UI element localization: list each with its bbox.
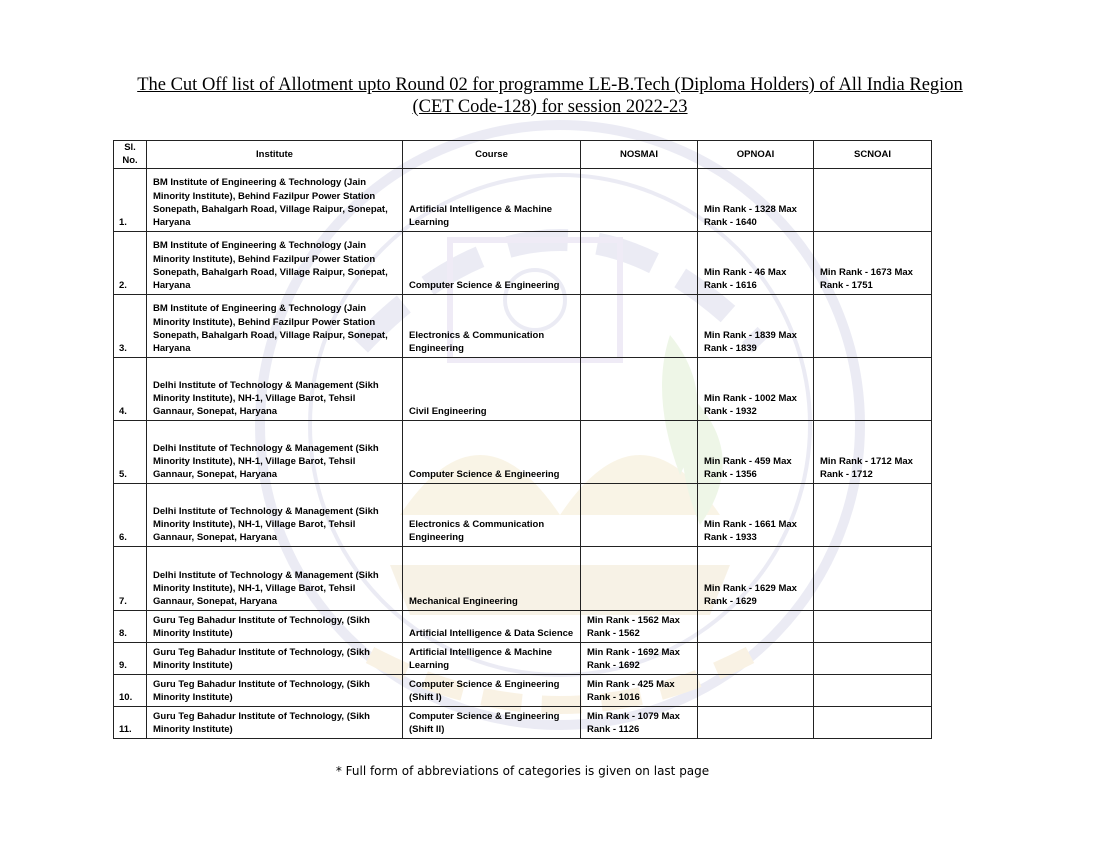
- cell-opnoai: Min Rank - 1661 Max Rank - 1933: [698, 483, 814, 546]
- cell-institute: Delhi Institute of Technology & Management (Sikh Minority Institute), NH-1, Village Barot, Tehsil Gannaur, Sonepat, Haryana: [147, 420, 403, 483]
- cell-opnoai: Min Rank - 459 Max Rank - 1356: [698, 420, 814, 483]
- cell-nosmai: Min Rank - 1692 Max Rank - 1692: [581, 642, 698, 674]
- cell-nosmai: [581, 231, 698, 294]
- document-title-line-1: The Cut Off list of Allotment upto Round 02 for programme LE-B.Tech (Diploma Holders) of All India Region: [137, 75, 963, 95]
- header-sl-no: Sl. No.: [114, 141, 147, 169]
- cell-institute: Delhi Institute of Technology & Management (Sikh Minority Institute), NH-1, Village Barot, Tehsil Gannaur, Sonepat, Haryana: [147, 357, 403, 420]
- document-title-line-2: (CET Code-128) for session 2022-23: [412, 97, 688, 117]
- cell-opnoai: [698, 706, 814, 738]
- cell-opnoai: Min Rank - 1839 Max Rank - 1839: [698, 294, 814, 357]
- cell-nosmai: [581, 546, 698, 610]
- cell-opnoai: Min Rank - 1328 Max Rank - 1640: [698, 168, 814, 231]
- document-title: [60, 74, 1040, 118]
- header-institute: Institute: [147, 141, 403, 169]
- header-opnoai: OPNOAI: [698, 141, 814, 169]
- cell-scnoai: [814, 294, 932, 357]
- cell-scnoai: Min Rank - 1673 Max Rank - 1751: [814, 231, 932, 294]
- table-header-row: [114, 141, 932, 169]
- cell-sl-no: 3.: [114, 294, 147, 357]
- cell-nosmai: Min Rank - 425 Max Rank - 1016: [581, 674, 698, 706]
- cell-institute: BM Institute of Engineering & Technology (Jain Minority Institute), Behind Fazilpur Power Station Sonepath, Bahalgarh Road, Village Raipur, Sonepat, Haryana: [147, 168, 403, 231]
- table-row: [114, 294, 932, 357]
- cell-institute: BM Institute of Engineering & Technology (Jain Minority Institute), Behind Fazilpur Power Station Sonepath, Bahalgarh Road, Village Raipur, Sonepat, Haryana: [147, 231, 403, 294]
- cell-opnoai: Min Rank - 1629 Max Rank - 1629: [698, 546, 814, 610]
- table-row: [114, 674, 932, 706]
- cell-sl-no: 11.: [114, 706, 147, 738]
- cell-scnoai: [814, 168, 932, 231]
- footnote: * Full form of abbreviations of categories is given on last page: [335, 764, 710, 778]
- cell-institute: Delhi Institute of Technology & Management (Sikh Minority Institute), NH-1, Village Barot, Tehsil Gannaur, Sonepat, Haryana: [147, 546, 403, 610]
- cell-course: Computer Science & Engineering (Shift II): [403, 706, 581, 738]
- table-row: [114, 231, 932, 294]
- table-row: [114, 610, 932, 642]
- cell-sl-no: 5.: [114, 420, 147, 483]
- cell-nosmai: Min Rank - 1079 Max Rank - 1126: [581, 706, 698, 738]
- cell-scnoai: [814, 546, 932, 610]
- table-row: [114, 706, 932, 738]
- cell-opnoai: Min Rank - 1002 Max Rank - 1932: [698, 357, 814, 420]
- cell-course: Mechanical Engineering: [403, 546, 581, 610]
- cell-course: Civil Engineering: [403, 357, 581, 420]
- cell-course: Electronics & Communication Engineering: [403, 294, 581, 357]
- cell-institute: Delhi Institute of Technology & Management (Sikh Minority Institute), NH-1, Village Barot, Tehsil Gannaur, Sonepat, Haryana: [147, 483, 403, 546]
- cell-scnoai: [814, 706, 932, 738]
- cell-nosmai: [581, 420, 698, 483]
- table-row: [114, 546, 932, 610]
- cell-scnoai: [814, 610, 932, 642]
- cell-institute: Guru Teg Bahadur Institute of Technology, (Sikh Minority Institute): [147, 706, 403, 738]
- table-row: [114, 483, 932, 546]
- cell-sl-no: 9.: [114, 642, 147, 674]
- cell-institute: Guru Teg Bahadur Institute of Technology, (Sikh Minority Institute): [147, 642, 403, 674]
- cell-scnoai: [814, 674, 932, 706]
- cell-opnoai: [698, 610, 814, 642]
- cell-nosmai: Min Rank - 1562 Max Rank - 1562: [581, 610, 698, 642]
- cutoff-table: [113, 140, 932, 739]
- cell-institute: BM Institute of Engineering & Technology (Jain Minority Institute), Behind Fazilpur Power Station Sonepath, Bahalgarh Road, Village Raipur, Sonepat, Haryana: [147, 294, 403, 357]
- cell-course: Artificial Intelligence & Data Science: [403, 610, 581, 642]
- cell-course: Electronics & Communication Engineering: [403, 483, 581, 546]
- cell-scnoai: [814, 642, 932, 674]
- cell-course: Artificial Intelligence & Machine Learning: [403, 168, 581, 231]
- cell-sl-no: 7.: [114, 546, 147, 610]
- table-row: [114, 642, 932, 674]
- cell-sl-no: 2.: [114, 231, 147, 294]
- cell-scnoai: Min Rank - 1712 Max Rank - 1712: [814, 420, 932, 483]
- cell-nosmai: [581, 483, 698, 546]
- cell-scnoai: [814, 483, 932, 546]
- table-row: [114, 420, 932, 483]
- cell-sl-no: 10.: [114, 674, 147, 706]
- cell-nosmai: [581, 357, 698, 420]
- cell-sl-no: 1.: [114, 168, 147, 231]
- cell-nosmai: [581, 168, 698, 231]
- cell-opnoai: Min Rank - 46 Max Rank - 1616: [698, 231, 814, 294]
- header-scnoai: SCNOAI: [814, 141, 932, 169]
- cell-course: Artificial Intelligence & Machine Learning: [403, 642, 581, 674]
- cell-course: Computer Science & Engineering (Shift I): [403, 674, 581, 706]
- cell-course: Computer Science & Engineering: [403, 231, 581, 294]
- cell-opnoai: [698, 642, 814, 674]
- cell-scnoai: [814, 357, 932, 420]
- cell-nosmai: [581, 294, 698, 357]
- cell-sl-no: 4.: [114, 357, 147, 420]
- header-nosmai: NOSMAI: [581, 141, 698, 169]
- cell-course: Computer Science & Engineering: [403, 420, 581, 483]
- cell-opnoai: [698, 674, 814, 706]
- cell-institute: Guru Teg Bahadur Institute of Technology, (Sikh Minority Institute): [147, 610, 403, 642]
- header-course: Course: [403, 141, 581, 169]
- cell-sl-no: 6.: [114, 483, 147, 546]
- table-row: [114, 168, 932, 231]
- cell-sl-no: 8.: [114, 610, 147, 642]
- table-row: [114, 357, 932, 420]
- cell-institute: Guru Teg Bahadur Institute of Technology, (Sikh Minority Institute): [147, 674, 403, 706]
